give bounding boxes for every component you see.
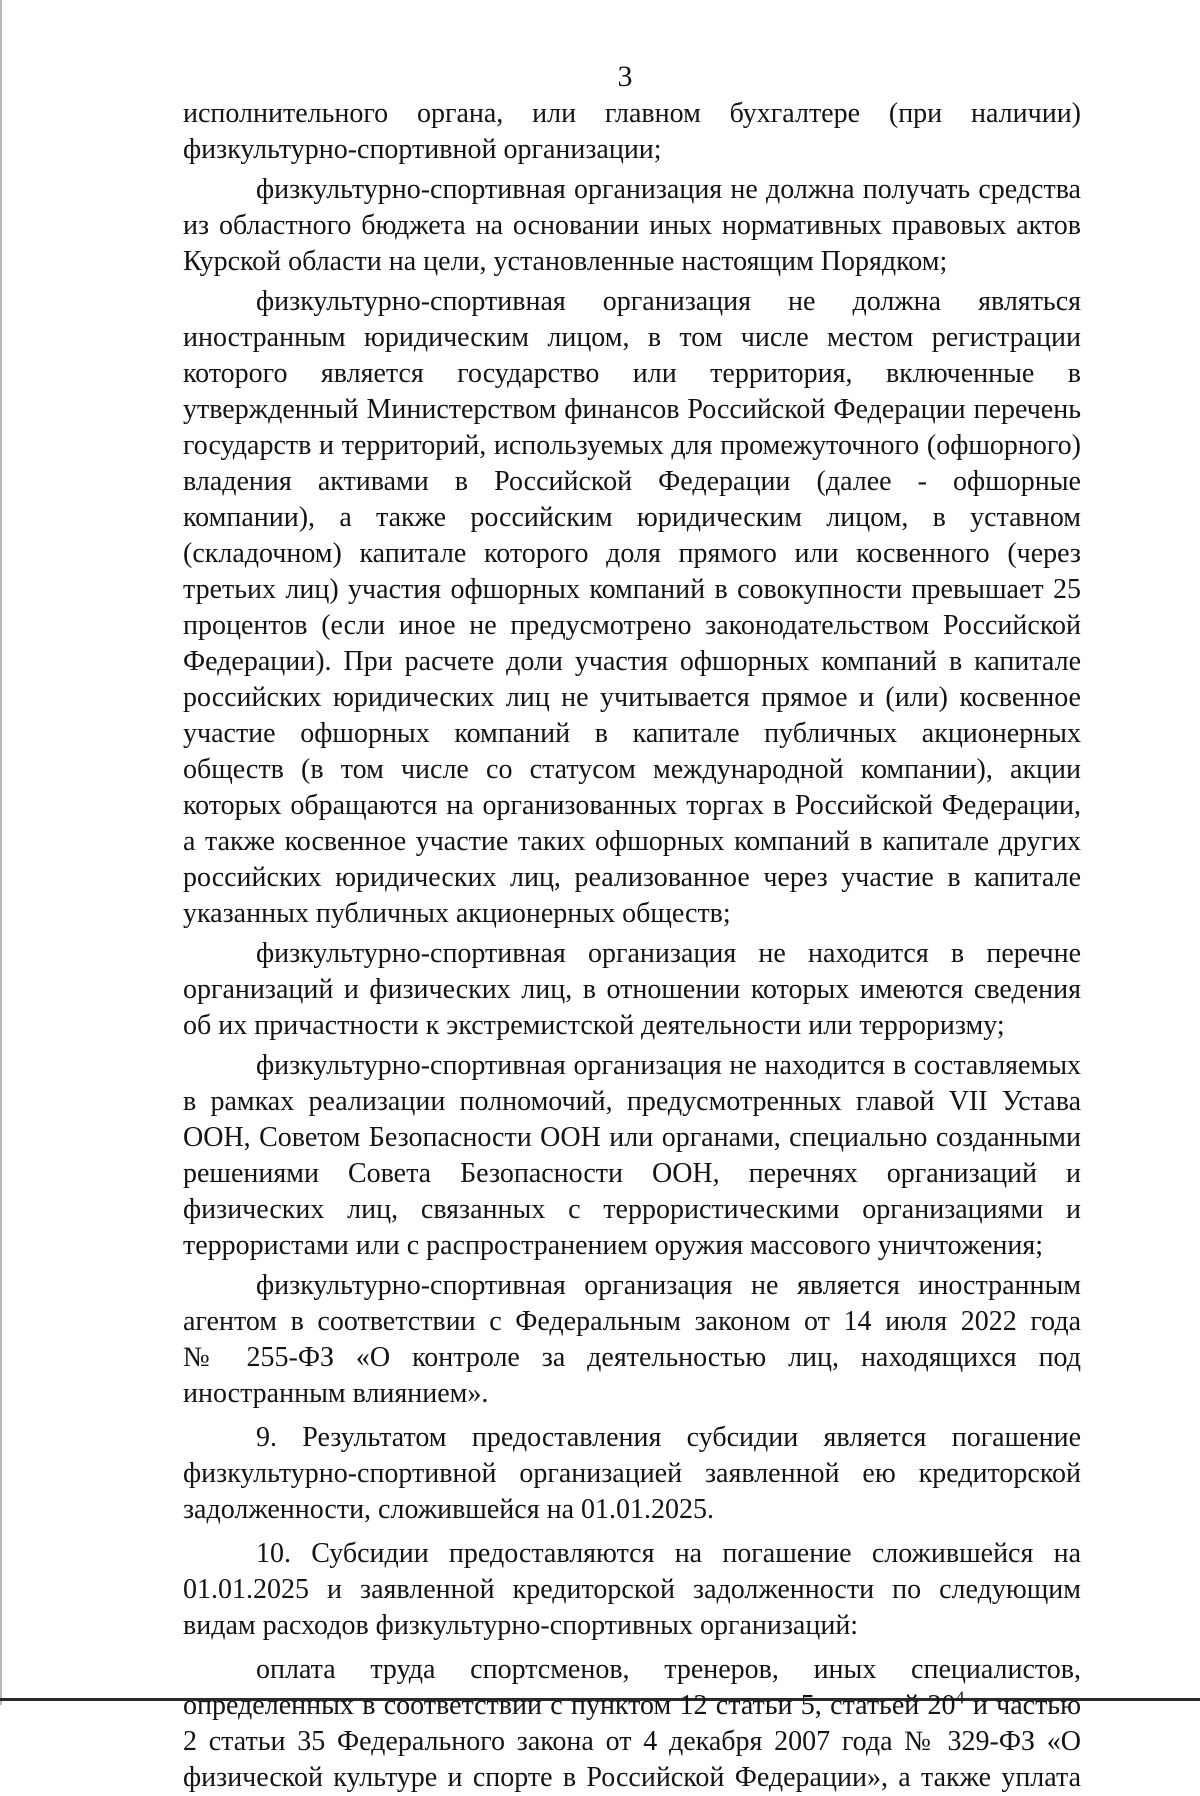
text-line: российских юридических лиц не учитывается прямое и (или) косвенное	[183, 682, 1081, 713]
text-line: а также косвенное участие таких офшорных компаний в капитале других	[183, 826, 1081, 857]
paragraph-expense-wages	[183, 1652, 1081, 1796]
text-line: третьих лиц) участия офшорных компаний в совокупности превышает 25	[183, 574, 1081, 605]
text-line: № 255-ФЗ «О контроле за деятельностью лиц, находящихся под	[183, 1342, 1081, 1373]
text-line: физкультурно-спортивная организация не должна являться	[256, 286, 1081, 317]
text-line: физкультурно-спортивная организация не находится в перечне	[256, 938, 1081, 969]
superscript-index: 4	[955, 1687, 965, 1708]
text-line: компании), а также российским юридическим лицом, в уставном	[183, 502, 1081, 533]
text-line: российских юридических лиц, реализованное через участие в капитале	[183, 862, 1081, 893]
paragraph-clause-9-result	[183, 1420, 1081, 1528]
text-line: физкультурно-спортивная организация не является иностранным	[256, 1270, 1081, 1301]
text-line: физической культуре и спорте в Российской Федерации», а также уплата	[183, 1762, 1081, 1793]
text-line: утвержденный Министерством финансов Российской Федерации перечень	[183, 394, 1081, 425]
text-line: об их причастности к экстремистской деятельности или терроризму;	[183, 1010, 1005, 1041]
text-fragment: и частью	[964, 1690, 1081, 1721]
text-line: процентов (если иное не предусмотрено законодательством Российской	[183, 610, 1081, 641]
text-line: физкультурно-спортивная организация не находится в составляемых	[256, 1050, 1081, 1081]
paragraph-condition-no-other-funding	[183, 172, 1081, 280]
text-line: видам расходов физкультурно-спортивных организаций:	[183, 1610, 859, 1641]
paragraph-clause-10-subsidy-purposes	[183, 1536, 1081, 1644]
text-line: (складочном) капитале которого доля прямого или косвенного (через	[183, 538, 1081, 569]
text-line: государств и территорий, используемых для промежуточного (офшорного)	[183, 430, 1081, 461]
text-line: обществ (в том числе со статусом международной компании), акции	[183, 754, 1081, 785]
text-line: исполнительного органа, или главном бухгалтере (при наличии)	[183, 98, 1081, 129]
text-line: Курской области на цели, установленные настоящим Порядком;	[183, 246, 948, 277]
text-line: агентом в соответствии с Федеральным законом от 14 июля 2022 года	[183, 1306, 1081, 1337]
text-line: задолженности, сложившейся на 01.01.2025.	[183, 1494, 715, 1525]
paragraph-condition-not-in-un-lists	[183, 1048, 1081, 1264]
text-line: 10. Субсидии предоставляются на погашение сложившейся на	[256, 1538, 1081, 1569]
text-line: оплата труда спортсменов, тренеров, иных специалистов,	[256, 1654, 1081, 1685]
text-line: иностранным влиянием».	[183, 1378, 489, 1409]
text-line: 9. Результатом предоставления субсидии является погашение	[256, 1422, 1081, 1453]
text-line: которого является государство или территория, включенные в	[183, 358, 1081, 389]
text-line: решениями Совета Безопасности ООН, перечнях организаций и	[183, 1158, 1081, 1189]
text-line-with-superscript	[183, 1688, 1081, 1724]
text-line: из областного бюджета на основании иных нормативных правовых актов	[183, 210, 1081, 241]
text-line: организаций и физических лиц, в отношении которых имеются сведения	[183, 974, 1081, 1005]
text-line: Федерации). При расчете доли участия офшорных компаний в капитале	[183, 646, 1081, 677]
text-line: физкультурно-спортивной организации;	[183, 134, 662, 165]
text-line: которых обращаются на организованных торгах в Российской Федерации,	[183, 790, 1081, 821]
text-line: 01.01.2025 и заявленной кредиторской задолженности по следующим	[183, 1574, 1081, 1605]
paragraph-condition-not-foreign-entity	[183, 284, 1081, 932]
text-line: террористами или с распространением оружия массового уничтожения;	[183, 1230, 1044, 1261]
scan-edge-left	[0, 0, 2, 1705]
text-line: иностранным юридическим лицом, в том числе местом регистрации	[183, 322, 1081, 353]
text-line: ООН, Советом Безопасности ООН или органами, специально созданными	[183, 1122, 1081, 1153]
text-line: в рамках реализации полномочий, предусмотренных главой VII Устава	[183, 1086, 1081, 1117]
paragraph-continuation	[183, 96, 1081, 168]
text-line: физических лиц, связанных с террористическими организациями и	[183, 1194, 1081, 1225]
text-fragment: определенных в соответствии с пунктом 12 статьи 5, статьей 20	[183, 1690, 956, 1721]
text-line: физкультурно-спортивная организация не должна получать средства	[256, 174, 1081, 205]
text-line: физкультурно-спортивной организацией заявленной ею кредиторской	[183, 1458, 1081, 1489]
text-line: владения активами в Российской Федерации (далее - офшорные	[183, 466, 1081, 497]
text-line: 2 статьи 35 Федерального закона от 4 декабря 2007 года № 329-ФЗ «О	[183, 1726, 1081, 1757]
text-line: участие офшорных компаний в капитале публичных акционерных	[183, 718, 1081, 749]
paragraph-condition-not-in-extremist-list	[183, 936, 1081, 1044]
text-line: указанных публичных акционерных обществ;	[183, 898, 731, 929]
paragraph-condition-not-foreign-agent	[183, 1268, 1081, 1412]
document-body	[183, 96, 1081, 1796]
page-number: 3	[617, 60, 633, 93]
